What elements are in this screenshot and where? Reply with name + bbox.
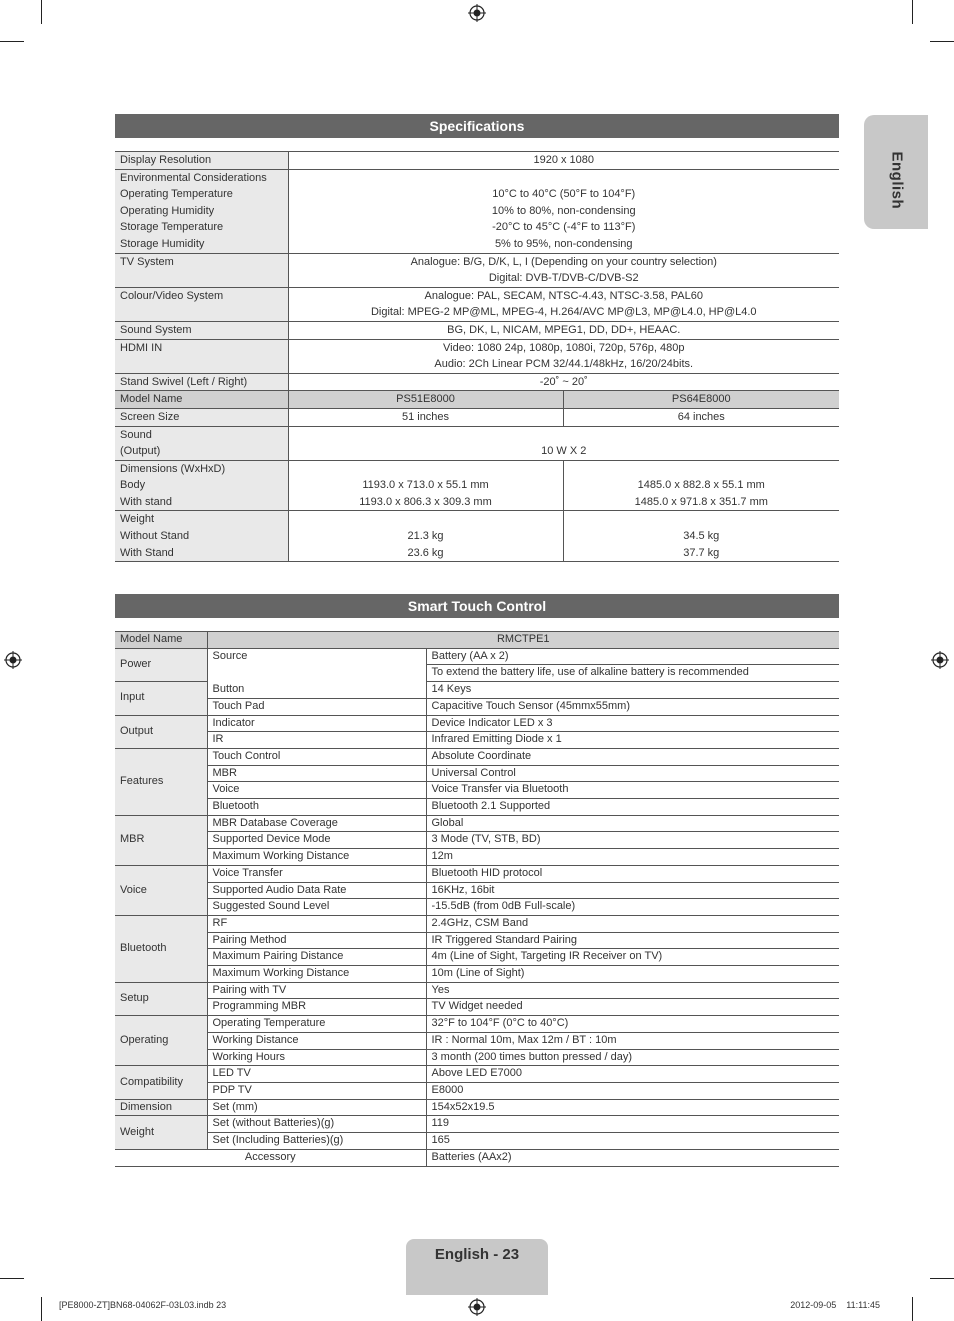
spec-label-line: Storage Temperature <box>120 221 224 234</box>
crop-mark <box>912 1297 913 1321</box>
spec-value <box>288 287 839 321</box>
stc-sub-label: RF <box>207 915 426 932</box>
specifications-title: Specifications <box>115 114 839 138</box>
stc-sub-label: Source <box>207 648 426 665</box>
spec-value-line: 37.7 kg <box>683 546 720 559</box>
stc-row <box>115 966 839 983</box>
stc-row <box>115 982 839 999</box>
spec-value-model-1: PS51E8000 <box>288 391 563 409</box>
spec-value-line: 1193.0 x 713.0 x 55.1 mm <box>362 479 489 492</box>
spec-value-model-2 <box>563 511 839 562</box>
stc-sub-label: Working Distance <box>207 1032 426 1049</box>
spec-value-line: 10% to 80%, non-condensing <box>491 204 636 217</box>
crop-mark <box>0 1278 24 1279</box>
stc-sub-label: Pairing Method <box>207 932 426 949</box>
stc-category: Voice <box>115 865 207 915</box>
stc-row <box>115 715 839 732</box>
stc-value: Capacitive Touch Sensor (45mmx55mm) <box>426 698 839 715</box>
spec-value: 10 W X 2 <box>288 426 839 460</box>
spec-value-line: -20°C to 45°C (-4°F to 113°F) <box>492 221 636 234</box>
stc-value: -15.5dB (from 0dB Full-scale) <box>426 899 839 916</box>
spec-value <box>288 253 839 287</box>
spec-row-tv-system <box>115 253 839 287</box>
stc-sub-label: Programming MBR <box>207 999 426 1016</box>
stc-value: Above LED E7000 <box>426 1066 839 1083</box>
stc-row <box>115 932 839 949</box>
stc-row <box>115 648 839 665</box>
spec-label-line: Operating Temperature <box>120 188 233 201</box>
spec-label-line: (Output) <box>120 445 161 458</box>
stc-category: Features <box>115 748 207 815</box>
stc-category: Weight <box>115 1116 207 1149</box>
spec-label-line: Weight <box>120 513 155 526</box>
stc-sub-label: MBR <box>207 765 426 782</box>
stc-sub-label: Button <box>207 682 426 699</box>
stc-category: Bluetooth <box>115 915 207 982</box>
stc-value: 32°F to 104°F (0°C to 40°C) <box>426 1016 839 1033</box>
stc-row <box>115 882 839 899</box>
registration-mark-icon <box>468 4 486 22</box>
spec-label-line: Body <box>120 479 146 492</box>
stc-sub-label: MBR Database Coverage <box>207 815 426 832</box>
stc-value: Absolute Coordinate <box>426 748 839 765</box>
spec-value-line: Digital: MPEG-2 MP@ML, MPEG-4, H.264/AVC MP@L3, MP@L4.0, HP@L4.0 <box>370 306 757 319</box>
stc-value: TV Widget needed <box>426 999 839 1016</box>
stc-value: 12m <box>426 849 839 866</box>
stc-row <box>115 999 839 1016</box>
stc-row <box>115 782 839 799</box>
spec-label-line: Dimensions (WxHxD) <box>120 462 226 475</box>
stc-value: 2.4GHz, CSM Band <box>426 915 839 932</box>
stc-row-accessory <box>115 1149 839 1166</box>
stc-category: Dimension <box>115 1099 207 1116</box>
stc-value: IR : Normal 10m, Max 12m / BT : 10m <box>426 1032 839 1049</box>
stc-row <box>115 1082 839 1099</box>
spec-label-line: Environmental Considerations <box>120 171 267 184</box>
spec-value-line: 10°C to 40°C (50°F to 104°F) <box>492 188 636 201</box>
crop-mark <box>41 1297 42 1321</box>
stc-sub-label: Supported Audio Data Rate <box>207 882 426 899</box>
stc-sub-label: Maximum Working Distance <box>207 966 426 983</box>
stc-sub-label: Set (Including Batteries)(g) <box>207 1133 426 1150</box>
stc-category: Compatibility <box>115 1066 207 1099</box>
spec-row-hdmi-in <box>115 339 839 373</box>
stc-accessory-value: Batteries (AAx2) <box>426 1149 839 1166</box>
stc-row <box>115 765 839 782</box>
stc-header-row <box>115 632 839 649</box>
stc-value: E8000 <box>426 1082 839 1099</box>
crop-mark <box>930 1278 954 1279</box>
spec-value-line: 23.6 kg <box>407 546 444 559</box>
stc-row <box>115 865 839 882</box>
stc-sub-label: IR <box>207 732 426 749</box>
stc-sub-label: Indicator <box>207 715 426 732</box>
spec-value-model-1: 51 inches <box>288 408 563 426</box>
registration-mark-icon <box>4 651 22 669</box>
registration-mark-icon <box>931 651 949 669</box>
spec-row-sound-system <box>115 321 839 339</box>
stc-category: Input <box>115 682 207 715</box>
stc-row <box>115 815 839 832</box>
spec-row-screen-size <box>115 408 839 426</box>
stc-row <box>115 1099 839 1116</box>
spec-label-line: Storage Humidity <box>120 237 205 250</box>
stc-sub-label: Working Hours <box>207 1049 426 1066</box>
stc-value: IR Triggered Standard Pairing <box>426 932 839 949</box>
stc-header-label: Model Name <box>115 632 207 649</box>
stc-row <box>115 748 839 765</box>
spec-value-line: 1485.0 x 971.8 x 351.7 mm <box>634 495 768 508</box>
stc-sub-label: Supported Device Mode <box>207 832 426 849</box>
stc-row <box>115 799 839 816</box>
spec-value-model-2 <box>563 460 839 511</box>
crop-mark <box>912 0 913 24</box>
footer-timestamp: 2012-09-05 11:11:45 <box>790 1300 880 1310</box>
stc-sub-label: Bluetooth <box>207 799 426 816</box>
spec-value-model-1 <box>288 460 563 511</box>
spec-value: BG, DK, L, NICAM, MPEG1, DD, DD+, HEAAC. <box>288 321 839 339</box>
spec-label-line: Sound <box>120 428 152 441</box>
stc-value: Yes <box>426 982 839 999</box>
spec-row-display-resolution <box>115 152 839 170</box>
spec-value: 1920 x 1080 <box>288 152 839 170</box>
spec-label <box>115 169 288 253</box>
spec-label-line: With Stand <box>120 546 174 559</box>
spec-row-stand-swivel <box>115 373 839 391</box>
stc-value: Device Indicator LED x 3 <box>426 715 839 732</box>
stc-sub-label: Pairing with TV <box>207 982 426 999</box>
stc-row <box>115 899 839 916</box>
stc-sub-label: Set (without Batteries)(g) <box>207 1116 426 1133</box>
stc-category: Setup <box>115 982 207 1015</box>
stc-value: 154x52x19.5 <box>426 1099 839 1116</box>
spec-value-line: 5% to 95%, non-condensing <box>494 237 633 250</box>
spec-value-line: Digital: DVB-T/DVB-C/DVB-S2 <box>488 272 639 285</box>
stc-value: 119 <box>426 1116 839 1133</box>
stc-row <box>115 698 839 715</box>
stc-sub-label: Operating Temperature <box>207 1016 426 1033</box>
stc-row <box>115 832 839 849</box>
stc-sub-label <box>207 665 426 682</box>
stc-row <box>115 1066 839 1083</box>
spec-label: TV System <box>115 253 288 287</box>
stc-row <box>115 1032 839 1049</box>
stc-sub-label: LED TV <box>207 1066 426 1083</box>
stc-row <box>115 1016 839 1033</box>
spec-row-sound-output <box>115 426 839 460</box>
stc-value: Voice Transfer via Bluetooth <box>426 782 839 799</box>
spec-row-colour-video <box>115 287 839 321</box>
spec-value-line: Video: 1080 24p, 1080p, 1080i, 720p, 576p, 480p <box>443 341 685 354</box>
stc-value: To extend the battery life, use of alkaline battery is recommended <box>426 665 839 682</box>
stc-row <box>115 915 839 932</box>
spec-label: Sound System <box>115 321 288 339</box>
spec-value-line: 1193.0 x 806.3 x 309.3 mm <box>359 495 492 508</box>
stc-row <box>115 949 839 966</box>
stc-category: Power <box>115 648 207 681</box>
spec-label: HDMI IN <box>115 339 288 373</box>
stc-value: Global <box>426 815 839 832</box>
stc-sub-label: Suggested Sound Level <box>207 899 426 916</box>
spec-value-line: Analogue: B/G, D/K, L, I (Depending on your country selection) <box>410 255 717 268</box>
stc-row <box>115 849 839 866</box>
spec-label-line: Operating Humidity <box>120 204 215 217</box>
footer-file-info: [PE8000-ZT]BN68-04062F-03L03.indb 23 <box>59 1300 227 1310</box>
spec-label <box>115 511 288 562</box>
smart-touch-table <box>115 631 839 1167</box>
stc-value: 4m (Line of Sight, Targeting IR Receiver on TV) <box>426 949 839 966</box>
stc-sub-label: PDP TV <box>207 1082 426 1099</box>
spec-value-line: Analogue: PAL, SECAM, NTSC-4.43, NTSC-3.58, PAL60 <box>424 289 703 302</box>
specifications-table <box>115 151 839 562</box>
stc-value: Bluetooth HID protocol <box>426 865 839 882</box>
stc-sub-label: Set (mm) <box>207 1099 426 1116</box>
spec-label: Stand Swivel (Left / Right) <box>115 373 288 391</box>
stc-row <box>115 665 839 682</box>
stc-category: MBR <box>115 815 207 865</box>
stc-accessory-label: Accessory <box>115 1149 426 1166</box>
spec-value-model-2: PS64E8000 <box>563 391 839 409</box>
stc-value: 165 <box>426 1133 839 1150</box>
crop-mark <box>930 41 954 42</box>
stc-value: Universal Control <box>426 765 839 782</box>
stc-sub-label: Maximum Working Distance <box>207 849 426 866</box>
stc-value: Bluetooth 2.1 Supported <box>426 799 839 816</box>
stc-value: Infrared Emitting Diode x 1 <box>426 732 839 749</box>
stc-value: 3 month (200 times button pressed / day) <box>426 1049 839 1066</box>
stc-sub-label: Touch Pad <box>207 698 426 715</box>
stc-value: 3 Mode (TV, STB, BD) <box>426 832 839 849</box>
spec-row-environment <box>115 169 839 253</box>
stc-row <box>115 682 839 699</box>
page-number: English - 23 <box>434 1246 520 1263</box>
stc-category: Output <box>115 715 207 748</box>
stc-row <box>115 1116 839 1133</box>
stc-value: Battery (AA x 2) <box>426 648 839 665</box>
spec-value-line: Audio: 2Ch Linear PCM 32/44.1/48kHz, 16/20/24bits. <box>434 358 694 371</box>
spec-label: Model Name <box>115 391 288 409</box>
crop-mark <box>0 41 24 42</box>
spec-label-line: Without Stand <box>120 530 190 543</box>
stc-row <box>115 1133 839 1150</box>
stc-sub-label: Voice Transfer <box>207 865 426 882</box>
spec-value-model-1 <box>288 511 563 562</box>
crop-mark <box>41 0 42 24</box>
stc-value: 10m (Line of Sight) <box>426 966 839 983</box>
stc-category: Operating <box>115 1016 207 1066</box>
spec-label: Colour/Video System <box>115 287 288 321</box>
language-side-tab-label: English <box>888 151 906 210</box>
spec-label-line: With stand <box>120 495 172 508</box>
spec-row-model-name <box>115 391 839 409</box>
spec-value <box>288 169 839 253</box>
spec-value-line: 21.3 kg <box>407 530 444 543</box>
spec-row-weight <box>115 511 839 562</box>
spec-value-line: 1485.0 x 882.8 x 55.1 mm <box>637 479 765 492</box>
stc-value: 14 Keys <box>426 682 839 699</box>
spec-label <box>115 426 288 460</box>
stc-sub-label: Voice <box>207 782 426 799</box>
spec-value-model-2: 64 inches <box>563 408 839 426</box>
smart-touch-control-title: Smart Touch Control <box>115 594 839 618</box>
stc-sub-label: Maximum Pairing Distance <box>207 949 426 966</box>
stc-header-value: RMCTPE1 <box>207 632 839 649</box>
spec-row-dimensions <box>115 460 839 511</box>
stc-row <box>115 732 839 749</box>
spec-label: Screen Size <box>115 408 288 426</box>
stc-value: 16KHz, 16bit <box>426 882 839 899</box>
spec-value <box>288 339 839 373</box>
spec-label: Display Resolution <box>115 152 288 170</box>
stc-sub-label: Touch Control <box>207 748 426 765</box>
stc-row <box>115 1049 839 1066</box>
spec-value: -20˚ ~ 20˚ <box>288 373 839 391</box>
spec-label <box>115 460 288 511</box>
registration-mark-icon <box>468 1298 486 1316</box>
spec-value-line: 34.5 kg <box>683 530 720 543</box>
